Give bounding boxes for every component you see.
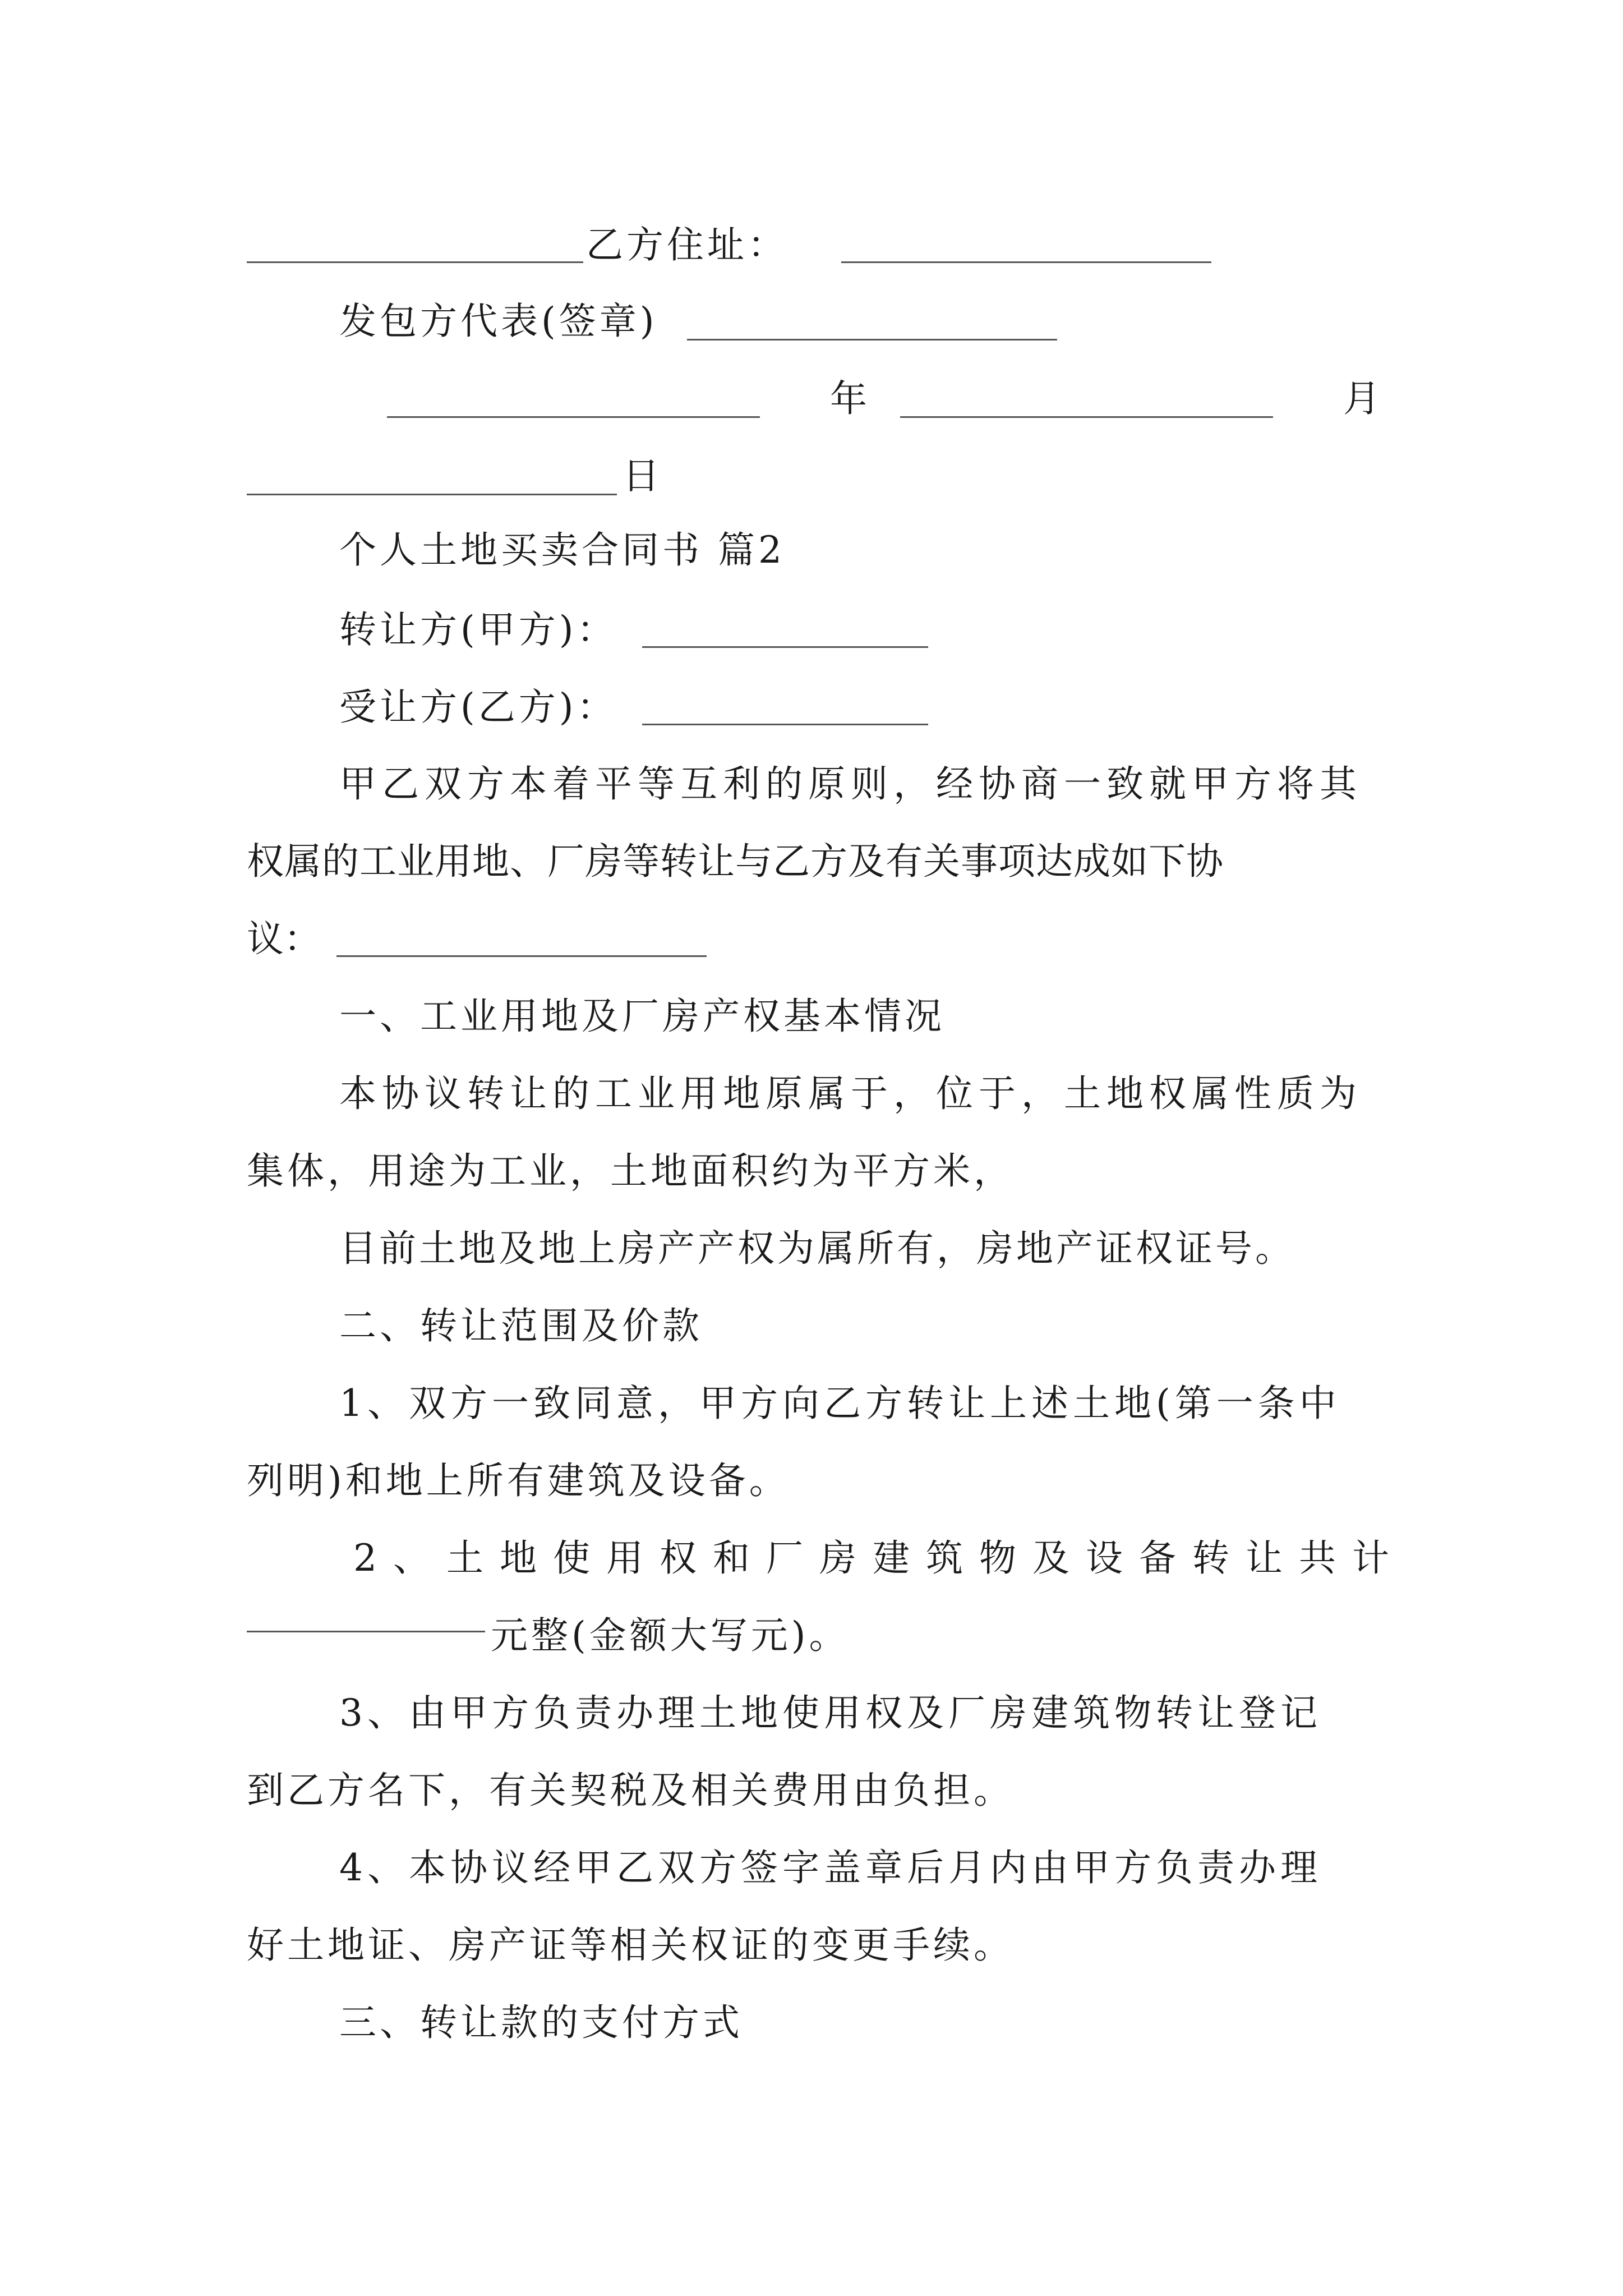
blank-line <box>336 955 707 957</box>
paragraph-line: 目前土地及地上房产产权为属所有，房地产证权证号。 <box>339 1227 1295 1270</box>
year-label: 年 <box>830 377 867 420</box>
blank-line <box>247 261 583 263</box>
paragraph-line: 本协议转让的工业用地原属于，位于，土地权属性质为 <box>339 1072 1362 1115</box>
intro-line: 甲乙双方本着平等互利的原则，经协商一致就甲方将其 <box>339 762 1362 806</box>
blank-line <box>900 416 1273 418</box>
blank-line <box>642 646 928 648</box>
intro-line: 权属的工业用地、厂房等转让与乙方及有关事项达成如下协 <box>247 840 1224 883</box>
address-label: 乙方住址： <box>586 223 788 266</box>
list-item: 列明)和地上所有建筑及设备。 <box>247 1459 790 1502</box>
transferee-label: 受让方(乙方)： <box>339 685 617 729</box>
blank-line <box>247 1631 485 1632</box>
list-item: 4、本协议经甲乙双方签字盖章后月内由甲方负责办理 <box>339 1846 1322 1889</box>
list-item: 3、由甲方负责办理土地使用权及厂房建筑物转让登记 <box>339 1691 1322 1734</box>
blank-line <box>642 724 928 725</box>
section-heading: 一、工业用地及厂房产权基本情况 <box>339 995 945 1038</box>
list-item: 2、土地使用权和厂房建筑物及设备转让共计 <box>353 1536 1405 1580</box>
section-title: 个人土地买卖合同书 篇2 <box>339 528 785 572</box>
list-item: 1、双方一致同意，甲方向乙方转让上述土地(第一条中 <box>339 1382 1341 1425</box>
intro-line: 议： <box>247 917 321 960</box>
signature-label: 发包方代表(签章) <box>339 300 658 343</box>
list-item: 好土地证、房产证等相关权证的变更手续。 <box>247 1924 1014 1967</box>
transferor-label: 转让方(甲方)： <box>339 608 617 651</box>
blank-line <box>841 261 1211 263</box>
blank-line <box>687 339 1057 341</box>
day-label: 日 <box>623 454 660 498</box>
blank-line <box>247 494 617 495</box>
list-item: 到乙方名下，有关契税及相关费用由负担。 <box>247 1769 1014 1812</box>
month-label: 月 <box>1343 377 1380 420</box>
section-heading: 二、转让范围及价款 <box>339 1304 703 1347</box>
section-heading: 三、转让款的支付方式 <box>339 2001 743 2044</box>
list-item: 元整(金额大写元)。 <box>491 1614 850 1657</box>
blank-line <box>387 416 760 418</box>
paragraph-line: 集体，用途为工业，土地面积约为平方米， <box>247 1149 1014 1193</box>
